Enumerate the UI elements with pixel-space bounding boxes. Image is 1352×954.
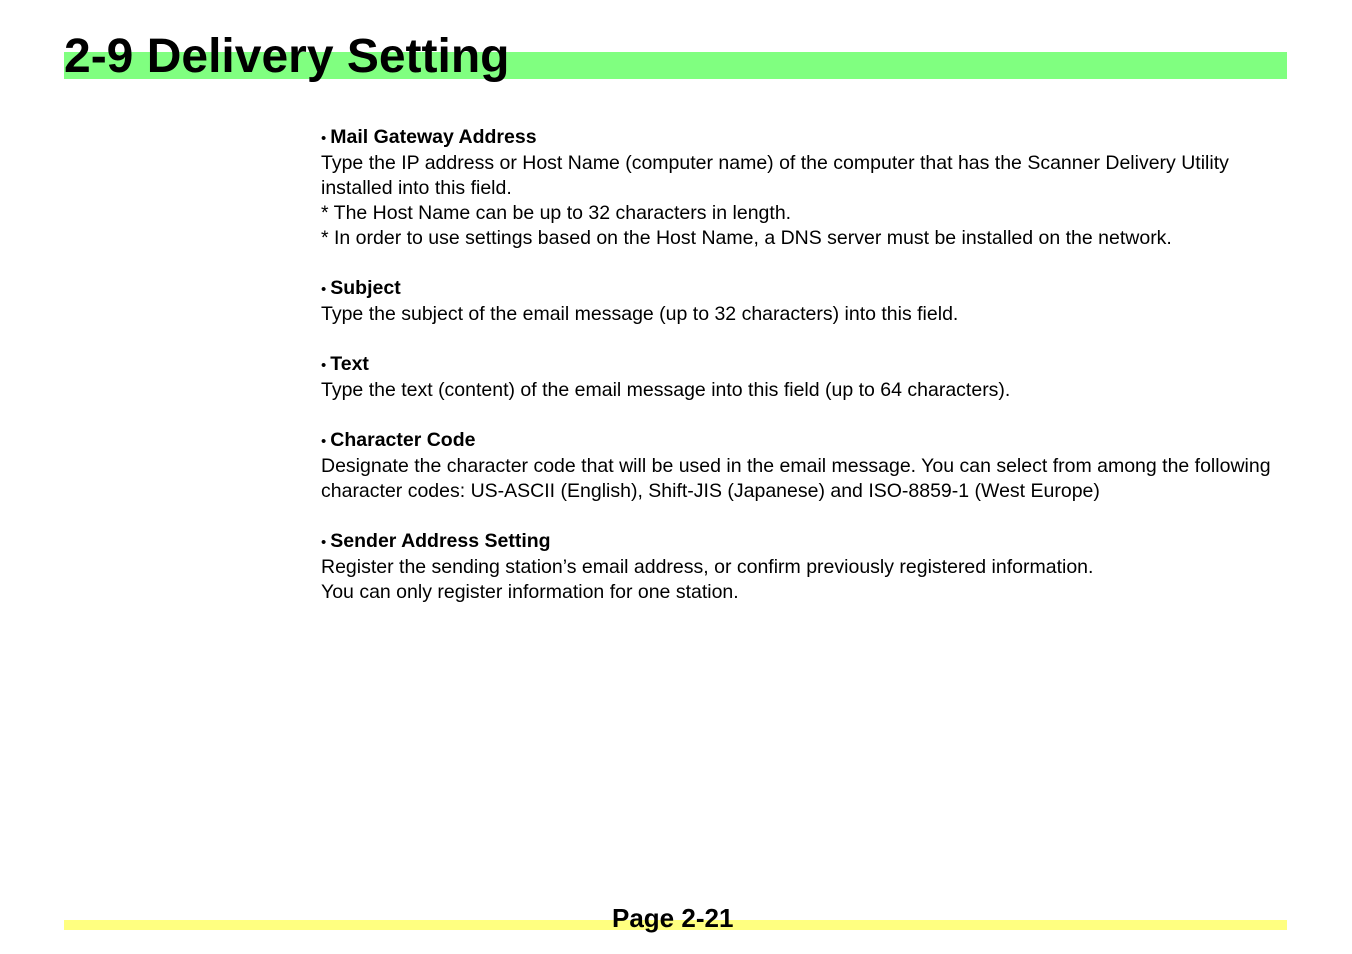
section-text: Type the subject of the email message (up to 32 characters) into this field. <box>321 303 959 325</box>
section-heading-label: Mail Gateway Address <box>330 126 537 148</box>
section-heading-label: Text <box>330 353 369 375</box>
bullet-icon: • <box>321 534 327 551</box>
section-text: Designate the character code that will be used in the email message. You can select from among the following character codes: US-ASCII (English), Shift-JIS (Japanese) and ISO-8859-1 (West Europe) <box>321 455 1271 502</box>
section-text: Type the IP address or Host Name (computer name) of the computer that has the Scanner Delivery Utility installed into this field. <box>321 152 1229 199</box>
section-text <box>321 352 1287 403</box>
section-heading <box>321 428 1287 454</box>
bullet-icon: • <box>321 281 327 298</box>
section-sender-address-setting <box>321 529 1287 605</box>
section-heading <box>321 276 1287 302</box>
bullet-icon: • <box>321 357 327 374</box>
section-subject <box>321 276 1287 327</box>
page-title: 2-9 Delivery Setting <box>64 30 510 83</box>
section-heading-label: Sender Address Setting <box>330 530 551 552</box>
section-note: * In order to use settings based on the Host Name, a DNS server must be installed on the network. <box>321 227 1172 249</box>
section-text: Type the text (content) of the email message into this field (up to 64 characters). <box>321 379 1011 401</box>
section-text: Register the sending station’s email address, or confirm previously registered information. <box>321 556 1094 578</box>
section-heading <box>321 352 1287 378</box>
section-heading-label: Character Code <box>330 429 476 451</box>
section-character-code <box>321 428 1287 504</box>
section-text: You can only register information for one station. <box>321 581 739 603</box>
section-heading <box>321 529 1287 555</box>
bullet-icon: • <box>321 433 327 450</box>
bullet-icon: • <box>321 130 327 147</box>
section-mail-gateway-address <box>321 125 1287 251</box>
page-number: Page 2-21 <box>612 903 734 933</box>
section-heading-label: Subject <box>330 277 401 299</box>
section-note: * The Host Name can be up to 32 characters in length. <box>321 202 792 224</box>
content-area <box>321 125 1287 630</box>
section-heading <box>321 125 1287 151</box>
